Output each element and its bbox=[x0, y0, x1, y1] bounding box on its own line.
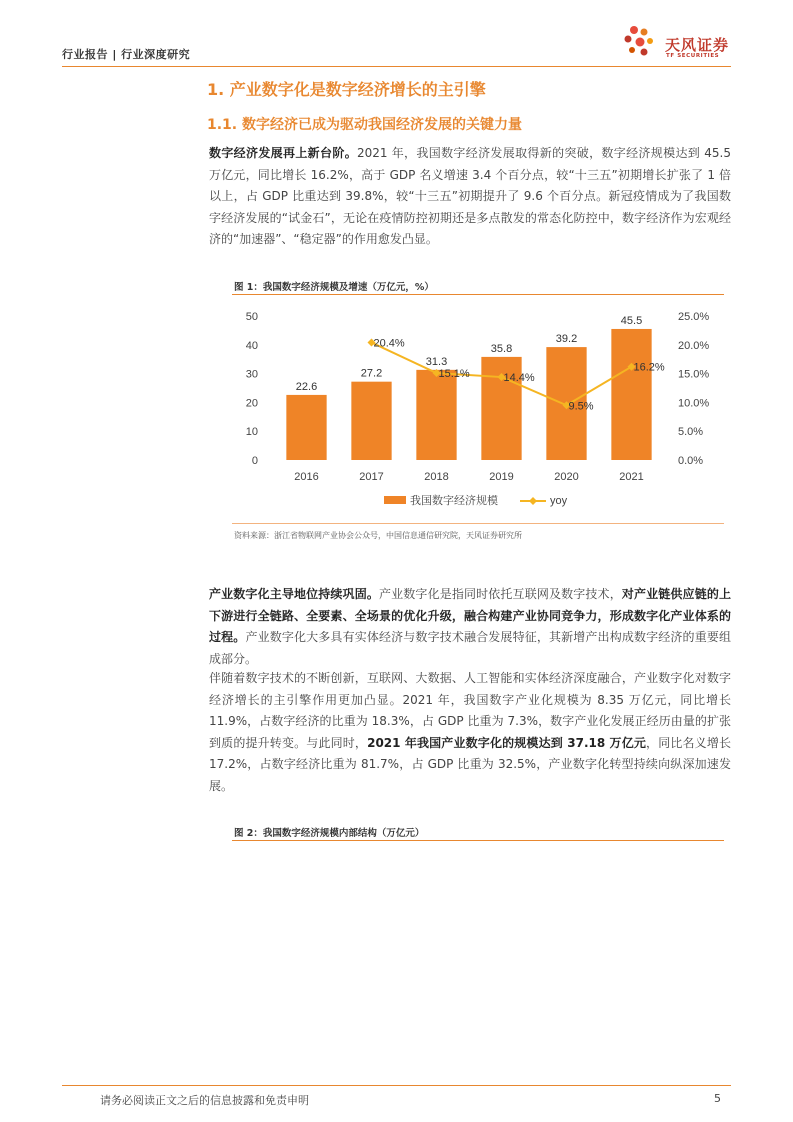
chart-bar bbox=[351, 382, 391, 460]
footer-disclaimer: 请务必阅读正文之后的信息披露和免责申明 bbox=[100, 1094, 309, 1107]
header-divider bbox=[62, 66, 731, 67]
chart-bar bbox=[611, 329, 651, 460]
figure2-top-rule bbox=[232, 840, 724, 841]
figure1-title: 图 1：我国数字经济规模及增速（万亿元，%） bbox=[234, 282, 434, 293]
yoy-data-label: 20.4% bbox=[373, 337, 405, 350]
paragraph-body: 伴随着数字技术的不断创新，互联网、大数据、人工智能和实体经济深度融合，产业数字化对数字经济增长的主引擎作用更加凸显。2021 年，我国数字产业化规模为 8.35 万亿元，同比增长 11.9%，占数字经济的比重为 18.3%，占 GDP 比重为 7.3%，数字产业化发展正经历由量的扩张到质的提升转变。与此同时， bbox=[209, 671, 731, 750]
y-right-tick-label: 25.0% bbox=[678, 311, 710, 323]
x-tick-label: 2020 bbox=[554, 471, 579, 483]
x-tick-label: 2017 bbox=[359, 471, 384, 483]
bar-data-label: 31.3 bbox=[425, 355, 448, 368]
page-number: 5 bbox=[714, 1092, 721, 1105]
paragraph-body: 产业数字化是指同时依托互联网及数字技术， bbox=[379, 587, 622, 601]
paragraph-lead: 数字经济发展再上新台阶。 bbox=[209, 146, 358, 160]
subsection-heading: 1.1. 数字经济已成为驱动我国经济发展的关键力量 bbox=[207, 117, 522, 133]
legend-label-line: yoy bbox=[550, 495, 568, 507]
yoy-data-label: 14.4% bbox=[503, 372, 535, 385]
paragraph-industrial-digitalization bbox=[209, 584, 731, 670]
bar-data-label: 39.2 bbox=[555, 333, 578, 346]
logo-text-en: TF SECURITIES bbox=[666, 53, 720, 59]
chart-bar bbox=[286, 395, 326, 460]
y-left-tick-label: 10 bbox=[245, 426, 258, 439]
paragraph-emphasis: 2021 年我国产业数字化的规模达到 37.18 万亿元 bbox=[367, 735, 647, 750]
yoy-data-label: 16.2% bbox=[633, 361, 665, 374]
figure1-source: 资料来源：浙江省物联网产业协会公众号，中国信息通信研究院，天风证券研究所 bbox=[234, 531, 522, 540]
y-right-tick-label: 0.0% bbox=[678, 455, 704, 467]
paragraph-body: ，同比名义增长 17.2%，占数字经济比重为 81.7%，占 GDP 比重为 32.5%，产业数字化转型持续向纵深加速发展。 bbox=[209, 735, 731, 793]
figure1-top-rule bbox=[232, 294, 724, 295]
legend-marker-line bbox=[529, 497, 537, 505]
bar-data-label: 45.5 bbox=[620, 314, 643, 327]
x-tick-label: 2021 bbox=[619, 471, 644, 483]
figure2-title: 图 2：我国数字经济规模内部结构（万亿元） bbox=[234, 828, 425, 839]
y-right-tick-label: 5.0% bbox=[678, 426, 704, 439]
bar-data-label: 27.2 bbox=[360, 367, 383, 380]
y-right-tick-label: 10.0% bbox=[678, 397, 710, 410]
logo-text-cn: 天风证券 bbox=[665, 36, 730, 54]
y-left-tick-label: 20 bbox=[245, 397, 258, 410]
legend-swatch-bar bbox=[384, 496, 406, 504]
header-report-type: 行业报告 | 行业深度研究 bbox=[62, 48, 191, 61]
x-tick-label: 2018 bbox=[424, 471, 449, 483]
y-left-tick-label: 40 bbox=[245, 339, 258, 352]
paragraph-lead: 产业数字化主导地位持续巩固。 bbox=[209, 587, 379, 601]
yoy-data-label: 9.5% bbox=[568, 400, 594, 413]
figure1-chart bbox=[232, 298, 724, 520]
y-right-tick-label: 15.0% bbox=[678, 368, 710, 381]
legend-label-bar: 我国数字经济规模 bbox=[410, 495, 498, 507]
paragraph-digital-economy bbox=[209, 143, 731, 251]
yoy-data-label: 15.1% bbox=[438, 368, 470, 381]
y-left-tick-label: 0 bbox=[251, 455, 258, 467]
paragraph-emphasis: 对产业链供应链的上下游进行全链路、全要素、全场景的优化升级，融合构建产业协同竞争力，形成数字化产业体系的过程。 bbox=[209, 587, 731, 644]
y-right-tick-label: 20.0% bbox=[678, 339, 710, 352]
section-heading: 1. 产业数字化是数字经济增长的主引擎 bbox=[207, 80, 486, 99]
figure1-bottom-rule bbox=[232, 523, 724, 524]
paragraph-body: 产业数字化大多具有实体经济与数字技术融合发展特征，其新增产出构成数字经济的重要组成部分。 bbox=[209, 630, 731, 666]
y-left-tick-label: 30 bbox=[245, 368, 258, 381]
chart-bar bbox=[416, 370, 456, 460]
footer-divider bbox=[62, 1085, 731, 1086]
x-tick-label: 2019 bbox=[489, 471, 514, 483]
bar-data-label: 22.6 bbox=[295, 380, 318, 393]
paragraph-body: 2021 年，我国数字经济发展取得新的突破，数字经济规模达到 45.5 万亿元，同比增长 16.2%，高于 GDP 名义增速 3.4 个百分点，较“十三五”初期增长扩张了 1 倍以上，占 GDP 比重达到 39.8%，较“十三五”初期提升了 9.6 个百分点。新冠疫情成为了我国数字经济发展的“试金石”，无论在疫情防控初期还是多点散发的常态化防控中，数字经济作为宏观经济的“加速器”、“稳定器”的作用愈发凸显。 bbox=[209, 146, 731, 246]
x-tick-label: 2016 bbox=[294, 471, 319, 483]
y-left-tick-label: 50 bbox=[245, 311, 258, 323]
paragraph-digital-tech bbox=[209, 668, 731, 797]
bar-data-label: 35.8 bbox=[490, 342, 513, 355]
